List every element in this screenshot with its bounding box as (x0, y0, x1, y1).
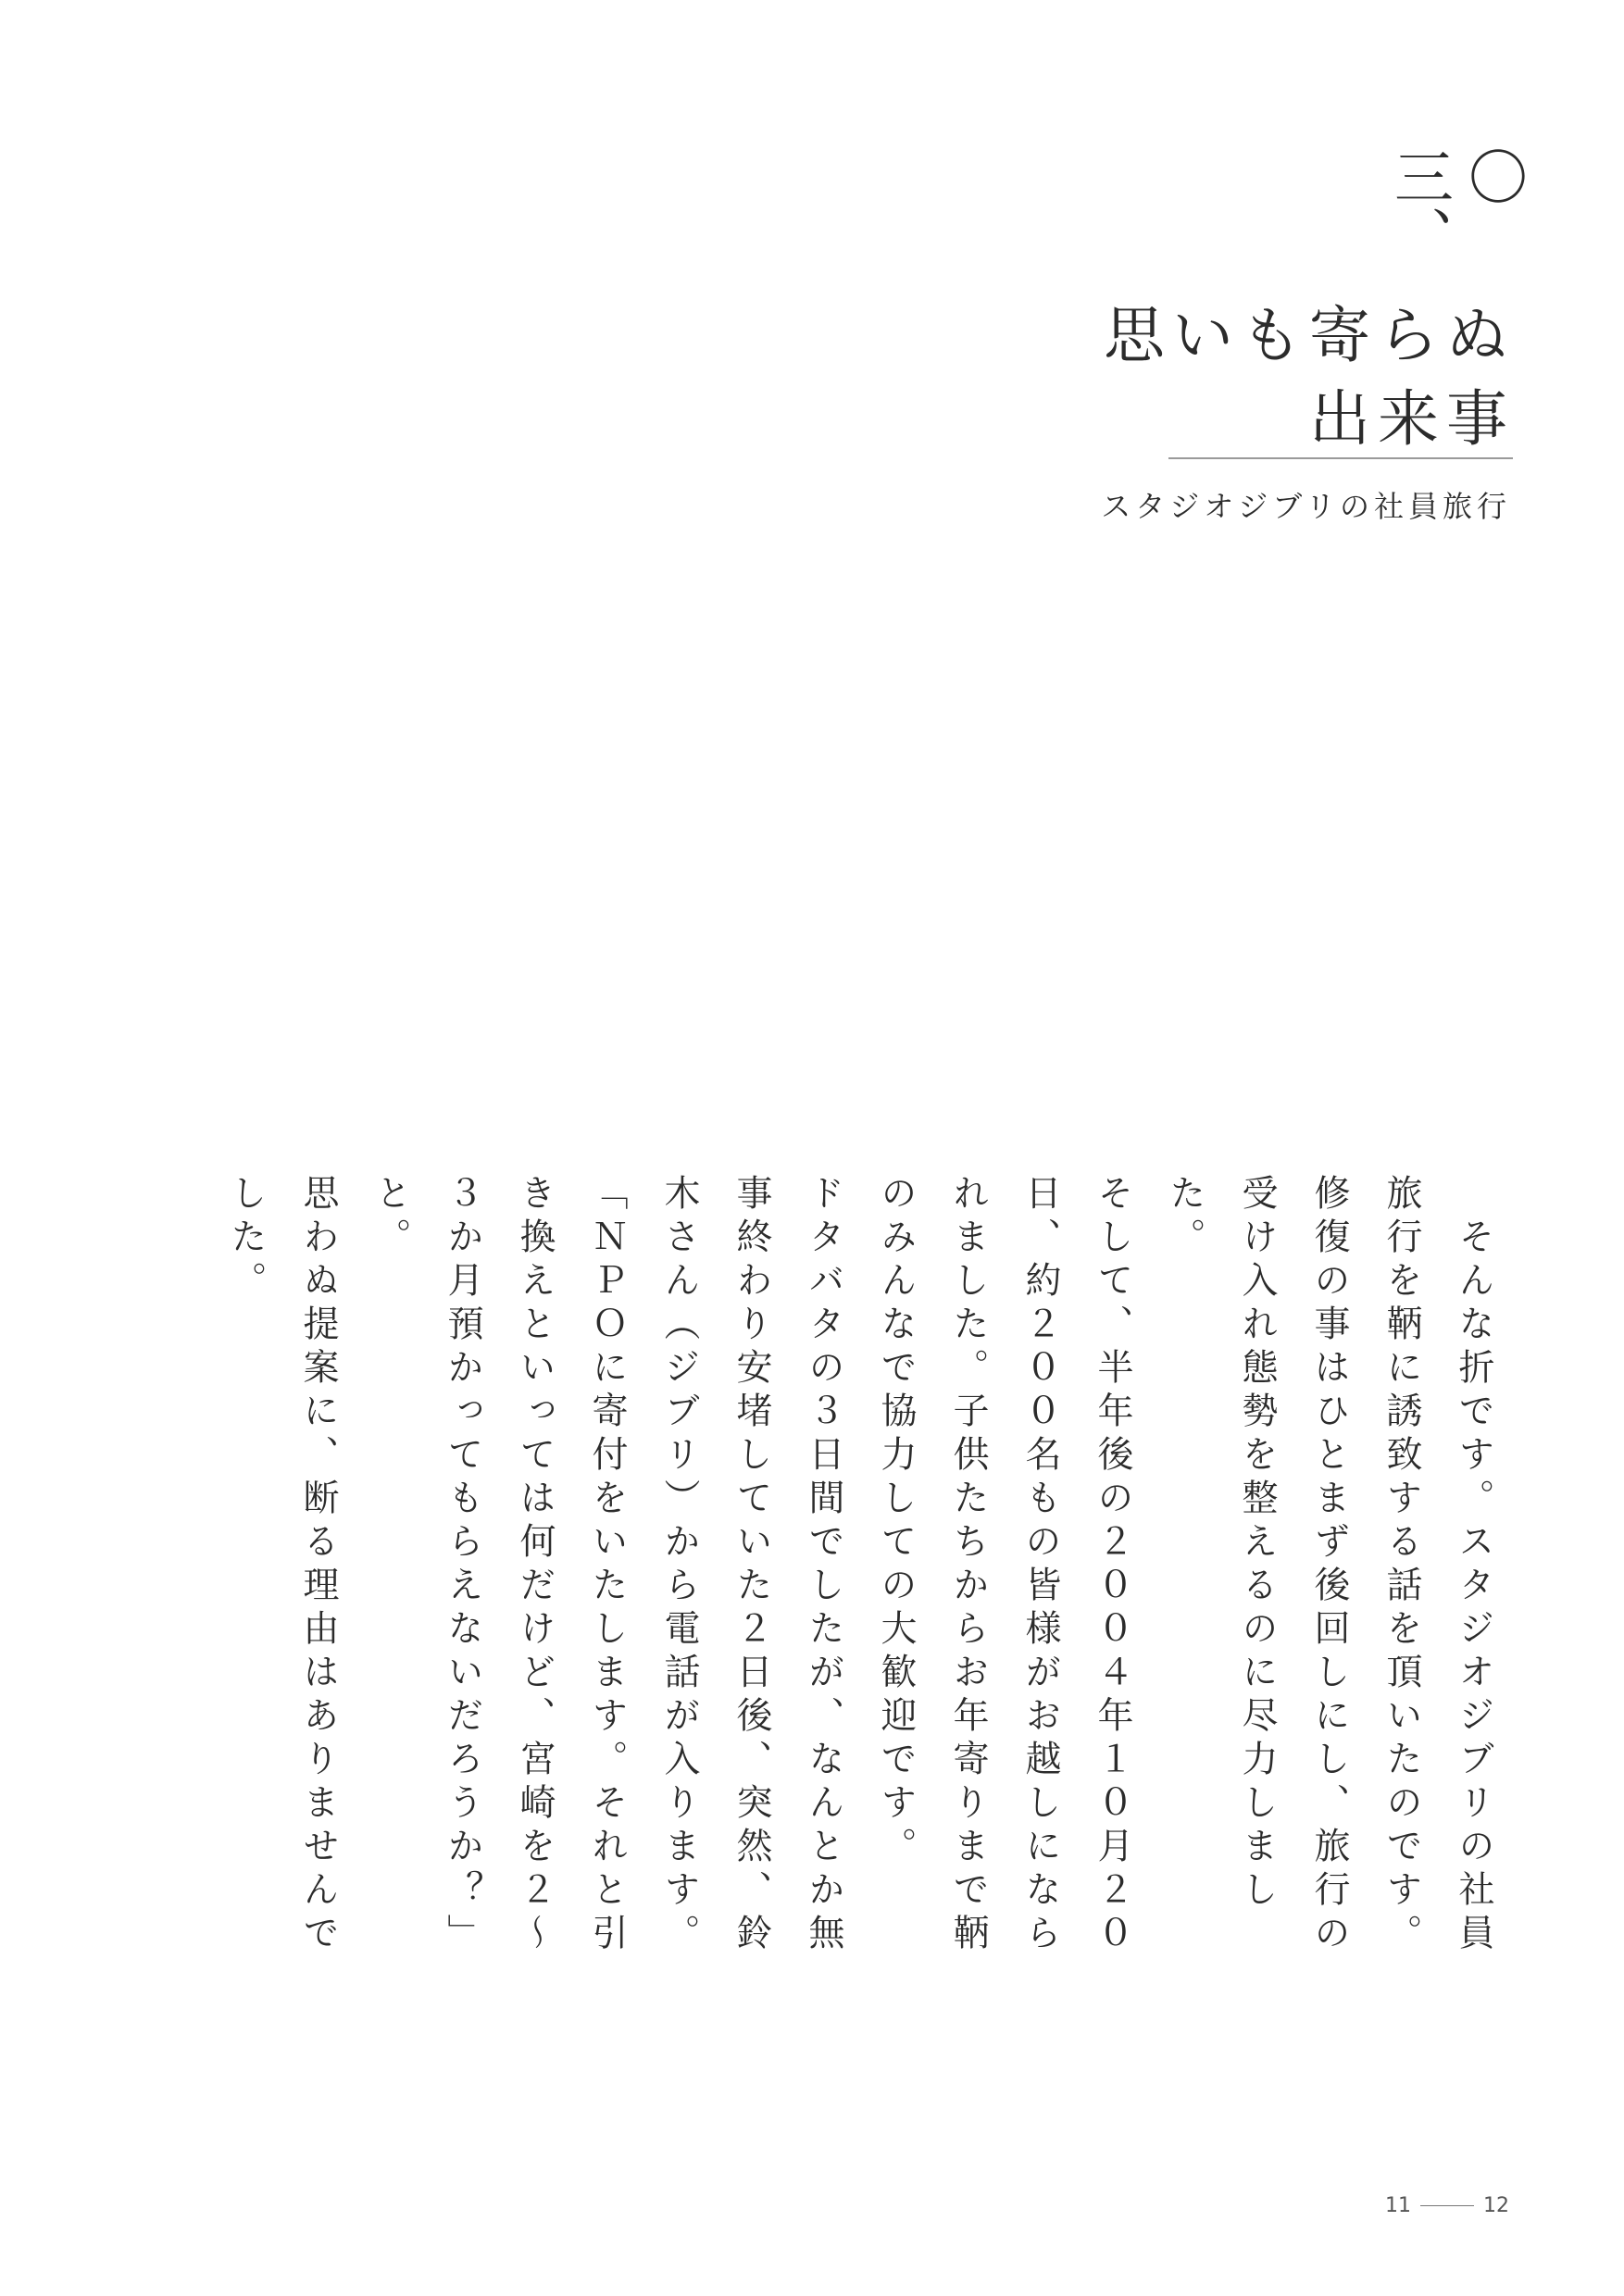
chapter-title-line-1: 思いも寄らぬ (1104, 300, 1515, 371)
paragraph-5: 「ＮＰＯに寄付をいたします。それと引き換えといっては何だけど、宮崎を２〜３か月預かってもらえないだろうか？」と。 (369, 1174, 628, 1957)
paragraph-1: そんな折です。スタジオジブリの社員旅行を鞆に誘致する話を頂いたのです。 (1380, 1174, 1494, 1957)
paragraph-2: 修復の事はひとまず後回しにし、旅行の受け入れ態勢を整えるのに尽力しました。 (1164, 1174, 1350, 1957)
chapter-number: 〇三、 (1384, 146, 1527, 265)
paragraph-6: 思わぬ提案に、断る理由はありませんでした。 (225, 1174, 339, 1957)
title-divider (1168, 457, 1513, 459)
paragraph-3: そして、半年後の２００４年１０月２０日、約２００名もの皆様がお越しになられました。子供たちからお年寄りまで鞆のみんなで協力しての大歓迎です。 (875, 1174, 1133, 1957)
page-number-left: 11 (1385, 2194, 1411, 2217)
page-numbers (1385, 2194, 1509, 2217)
chapter-title-line-2: 出来事 (1309, 383, 1515, 455)
page-number-right: 12 (1483, 2194, 1509, 2217)
vertical-body-text (102, 1174, 1509, 1989)
paragraph-4: ドタバタの３日間でしたが、なんとか無事終わり安堵していた２日後、突然、鈴木さん（ジブリ）から電話が入ります。 (658, 1174, 844, 1957)
chapter-subtitle: スタジオジブリの社員旅行 (1101, 489, 1511, 524)
chapter-title (1104, 294, 1515, 461)
page-number-dash (1420, 2205, 1474, 2206)
